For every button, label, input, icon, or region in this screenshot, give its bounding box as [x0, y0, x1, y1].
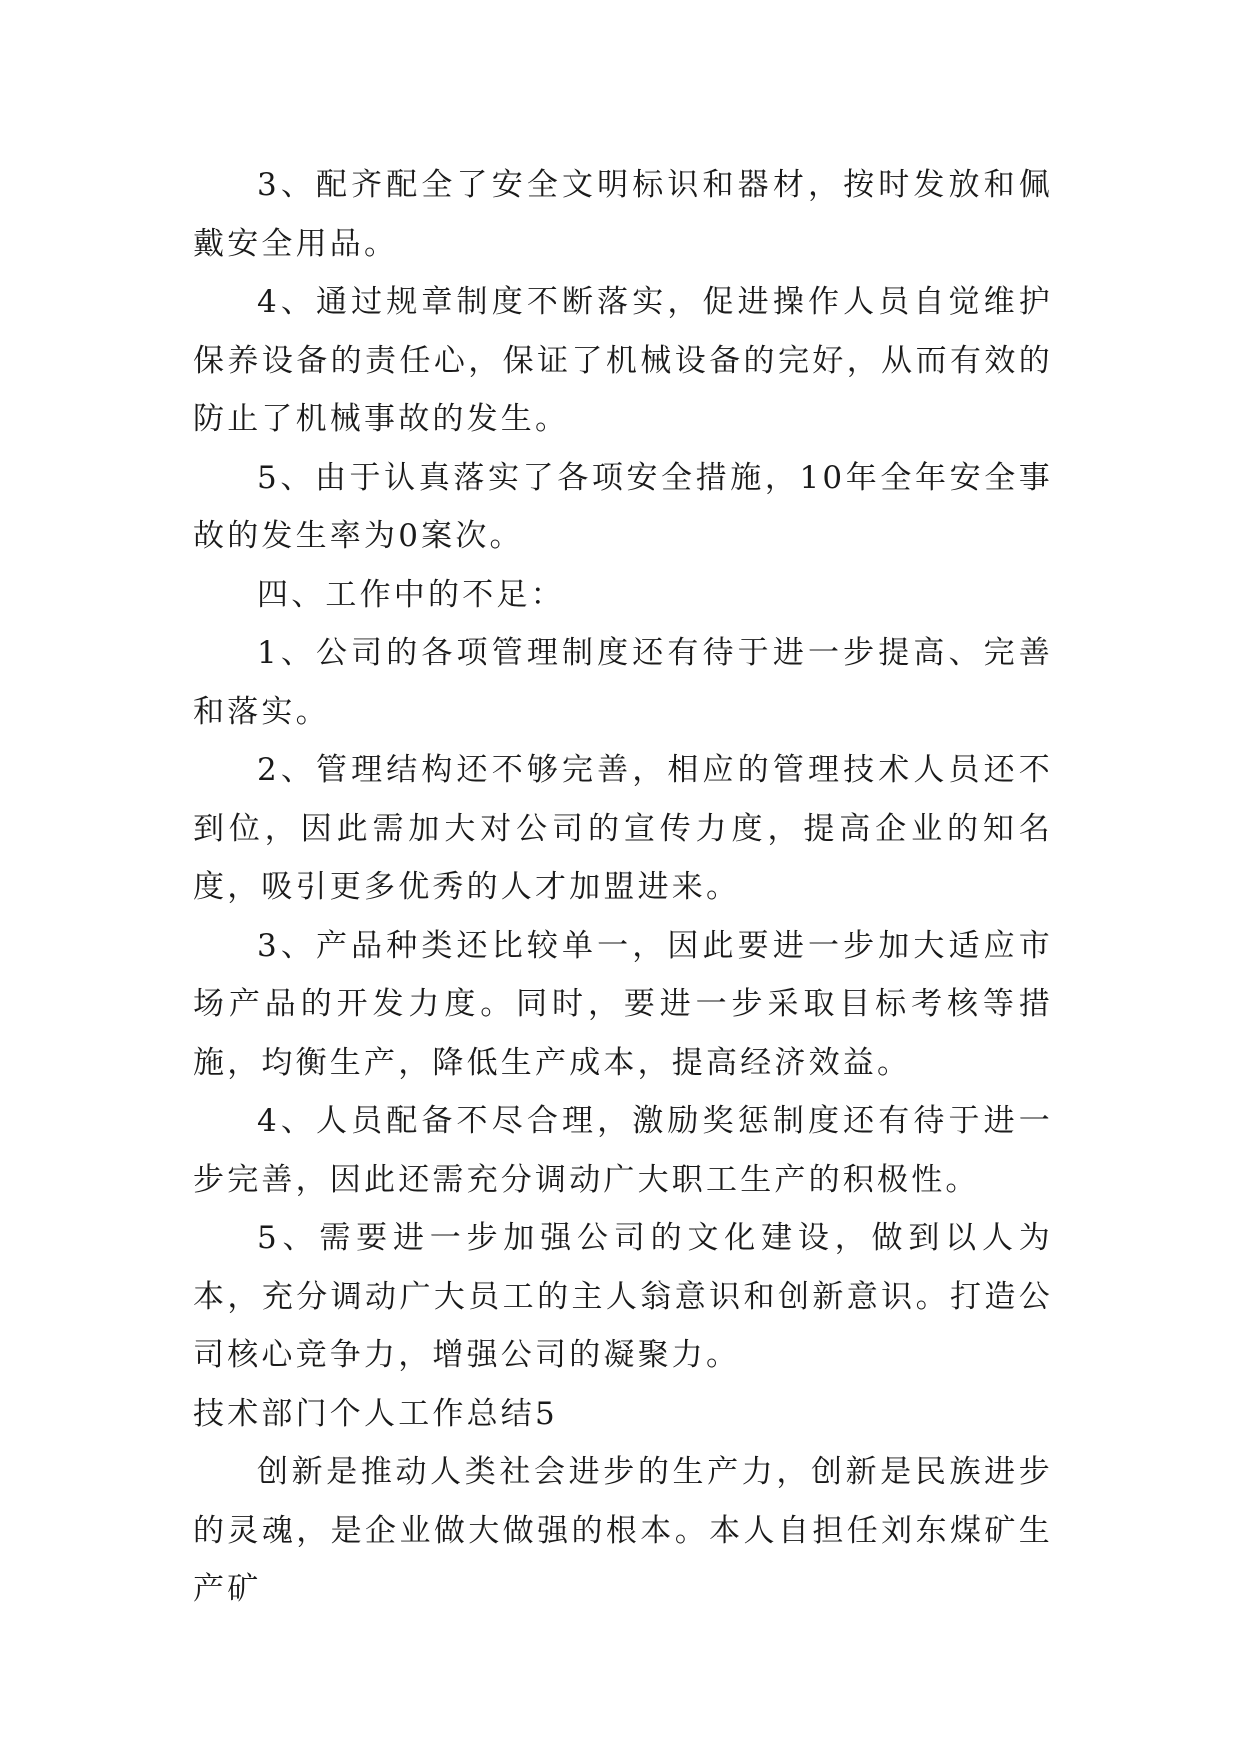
document-page — [193, 156, 1053, 1619]
paragraph-staffing: 4、人员配备不尽合理，激励奖惩制度还有待于进一步完善，因此还需充分调动广大职工生产的积极性。 — [193, 1103, 1053, 1198]
paragraph-innovation: 创新是推动人类社会进步的生产力，创新是民族进步的灵魂，是企业做大做强的根本。本人自担任刘东煤矿生产矿 — [193, 1454, 1053, 1607]
section-shortcomings-title: 四、工作中的不足： — [257, 576, 565, 613]
paragraph-safety-equipment: 3、配齐配全了安全文明标识和器材，按时发放和佩戴安全用品。 — [193, 167, 1053, 262]
paragraph-management-structure: 2、管理结构还不够完善，相应的管理技术人员还不到位，因此需加大对公司的宣传力度，提高企业的知名度，吸引更多优秀的人才加盟进来。 — [193, 752, 1053, 905]
paragraph-product-variety: 3、产品种类还比较单一，因此要进一步加大适应市场产品的开发力度。同时，要进一步采取目标考核等措施，均衡生产，降低生产成本，提高经济效益。 — [193, 927, 1053, 1081]
paragraph-accident-rate: 5、由于认真落实了各项安全措施，10年全年安全事故的发生率为0案次。 — [193, 459, 1053, 554]
paragraph-culture: 5、需要进一步加强公司的文化建设，做到以人为本，充分调动广大员工的主人翁意识和创新意识。打造公司核心竞争力，增强公司的凝聚力。 — [193, 1220, 1053, 1373]
paragraph-regulations: 4、通过规章制度不断落实，促进操作人员自觉维护保养设备的责任心，保证了机械设备的完好，从而有效的防止了机械事故的发生。 — [193, 284, 1053, 437]
section-heading: 技术部门个人工作总结5 — [193, 1395, 558, 1432]
paragraph-management-system: 1、公司的各项管理制度还有待于进一步提高、完善和落实。 — [193, 635, 1053, 730]
